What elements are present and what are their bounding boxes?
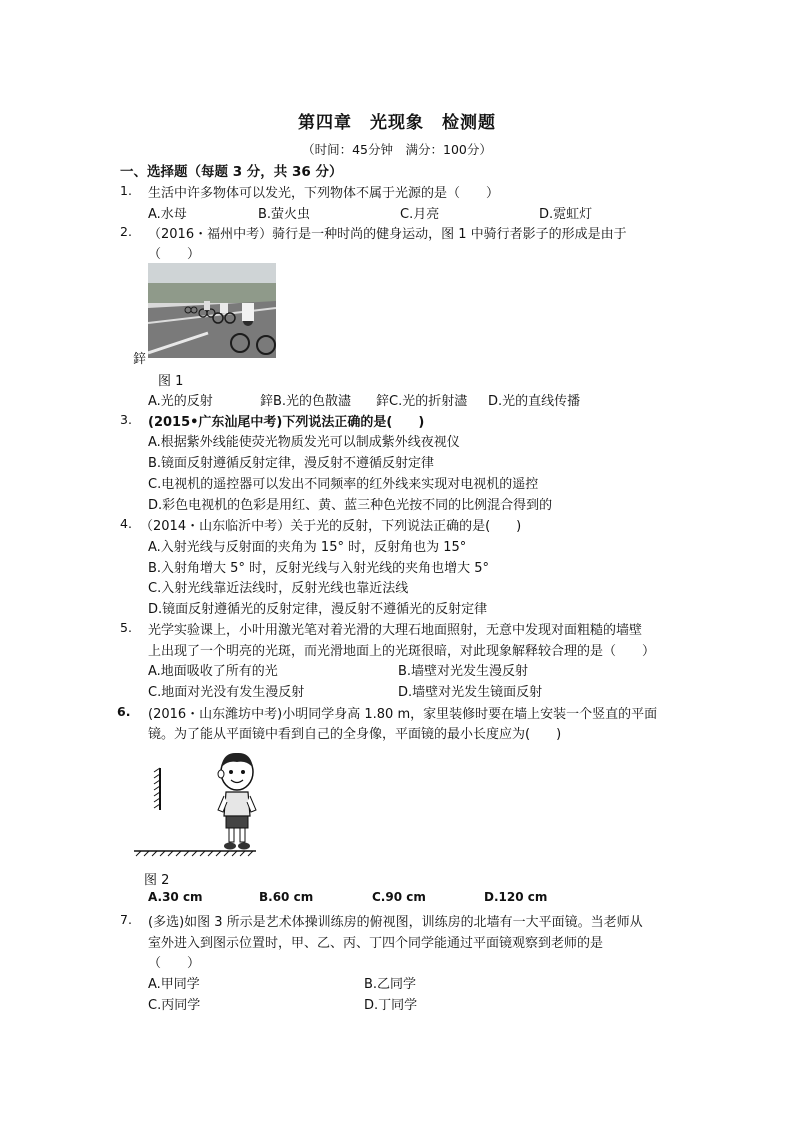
q5-option-c[interactable]: C.地面对光没有发生漫反射: [148, 685, 305, 700]
page-subtitle: （时间：45分钟 满分：100分）: [302, 142, 492, 157]
q6-option-d[interactable]: D.120 cm: [484, 890, 548, 904]
q7-stem-blank: （ ）: [148, 956, 201, 971]
q5-option-a[interactable]: A.地面吸收了所有的光: [148, 664, 278, 679]
q1-stem: 生活中许多物体可以发光，下列物体不属于光源的是（ ）: [148, 186, 500, 201]
q7-option-d[interactable]: D.丁同学: [364, 998, 418, 1013]
q2-option-a[interactable]: A.光的反射: [148, 394, 213, 409]
q4-option-c[interactable]: C.入射光线靠近法线时，反射光线也靠近法线: [148, 581, 409, 596]
q3-option-a[interactable]: A.根据紫外线能使荧光物质发光可以制成紫外线夜视仪: [148, 435, 460, 450]
q2-option-b[interactable]: 鋅B.光的色散濜: [260, 394, 352, 409]
q4-option-b[interactable]: B.入射角增大 5° 时，反射光线与入射光线的夹角也增大 5°: [148, 561, 489, 576]
q3-stem: (2015•广东汕尾中考)下列说法正确的是( ): [148, 415, 425, 430]
q6-stem: (2016・山东潍坊中考)小明同学身高 1.80 m，家里装修时要在墙上安装一个竖直的平面: [148, 707, 658, 722]
q5-stem: 光学实验课上，小叶用激光笔对着光滑的大理石地面照射，无意中发现对面粗糙的墙壁: [148, 623, 643, 638]
q7-option-c[interactable]: C.丙同学: [148, 998, 201, 1013]
q1-option-a[interactable]: A.水母: [148, 207, 187, 222]
q6-option-c[interactable]: C.90 cm: [372, 890, 426, 904]
q7-stem-line2: 室外进入到图示位置时，甲、乙、丙、丁四个同学能通过平面镜观察到老师的是: [148, 936, 604, 951]
q4-option-a[interactable]: A.入射光线与反射面的夹角为 15° 时，反射角也为 15°: [148, 540, 467, 555]
q3-option-b[interactable]: B.镜面反射遵循反射定律，漫反射不遵循反射定律: [148, 456, 435, 471]
q2-stray-char: 鋅: [133, 352, 147, 367]
q1-option-d[interactable]: D.霓虹灯: [539, 207, 593, 222]
q1-number: 1.: [120, 183, 132, 198]
figure-1-caption: 图 1: [158, 374, 184, 389]
q7-option-a[interactable]: A.甲同学: [148, 977, 200, 992]
figure-2-mirror-boy: [130, 748, 270, 860]
q4-number: 4.: [120, 516, 132, 531]
q5-number: 5.: [120, 620, 132, 635]
section-heading: 一、选择题（每题 3 分，共 36 分）: [120, 164, 343, 180]
q2-option-c[interactable]: 鋅C.光的折射濜: [376, 394, 468, 409]
q3-number: 3.: [120, 412, 132, 427]
q6-number: 6.: [117, 704, 131, 719]
q1-option-c[interactable]: C.月亮: [400, 207, 440, 222]
q2-number: 2.: [120, 224, 132, 239]
q2-stem-blank: （ ）: [148, 247, 201, 262]
q1-option-b[interactable]: B.萤火虫: [258, 207, 311, 222]
q2-option-d[interactable]: D.光的直线传播: [488, 394, 581, 409]
q6-option-a[interactable]: A.30 cm: [148, 890, 203, 904]
q5-option-d[interactable]: D.墙壁对光发生镜面反射: [398, 685, 543, 700]
cyclists-road-image: [148, 263, 276, 358]
figure-2-caption: 图 2: [144, 873, 170, 888]
q3-option-c[interactable]: C.电视机的遥控器可以发出不同频率的红外线来实现对电视机的遥控: [148, 477, 539, 492]
q7-option-b[interactable]: B.乙同学: [364, 977, 417, 992]
q4-option-d[interactable]: D.镜面反射遵循光的反射定律，漫反射不遵循光的反射定律: [148, 602, 488, 617]
q2-stem: （2016・福州中考）骑行是一种时尚的健身运动，图 1 中骑行者影子的形成是由于: [148, 227, 627, 242]
figure-1-photo: [148, 263, 276, 358]
q7-number: 7.: [120, 912, 132, 927]
q7-stem: (多选)如图 3 所示是艺术体操训练房的俯视图，训练房的北墙有一大平面镜。当老师从: [148, 915, 643, 930]
q6-stem-line2: 镜。为了能从平面镜中看到自己的全身像，平面镜的最小长度应为( ): [148, 727, 562, 742]
q5-option-b[interactable]: B.墙壁对光发生漫反射: [398, 664, 529, 679]
q4-stem: （2014・山东临沂中考）关于光的反射，下列说法正确的是( ): [140, 519, 522, 534]
q6-option-b[interactable]: B.60 cm: [259, 890, 314, 904]
page-title: 第四章 光现象 检测题: [298, 113, 496, 133]
q5-stem-line2: 上出现了一个明亮的光斑，而光滑地面上的光斑很暗，对此现象解释较合理的是（ ）: [148, 644, 656, 659]
q3-option-d[interactable]: D.彩色电视机的色彩是用红、黄、蓝三种色光按不同的比例混合得到的: [148, 498, 553, 513]
